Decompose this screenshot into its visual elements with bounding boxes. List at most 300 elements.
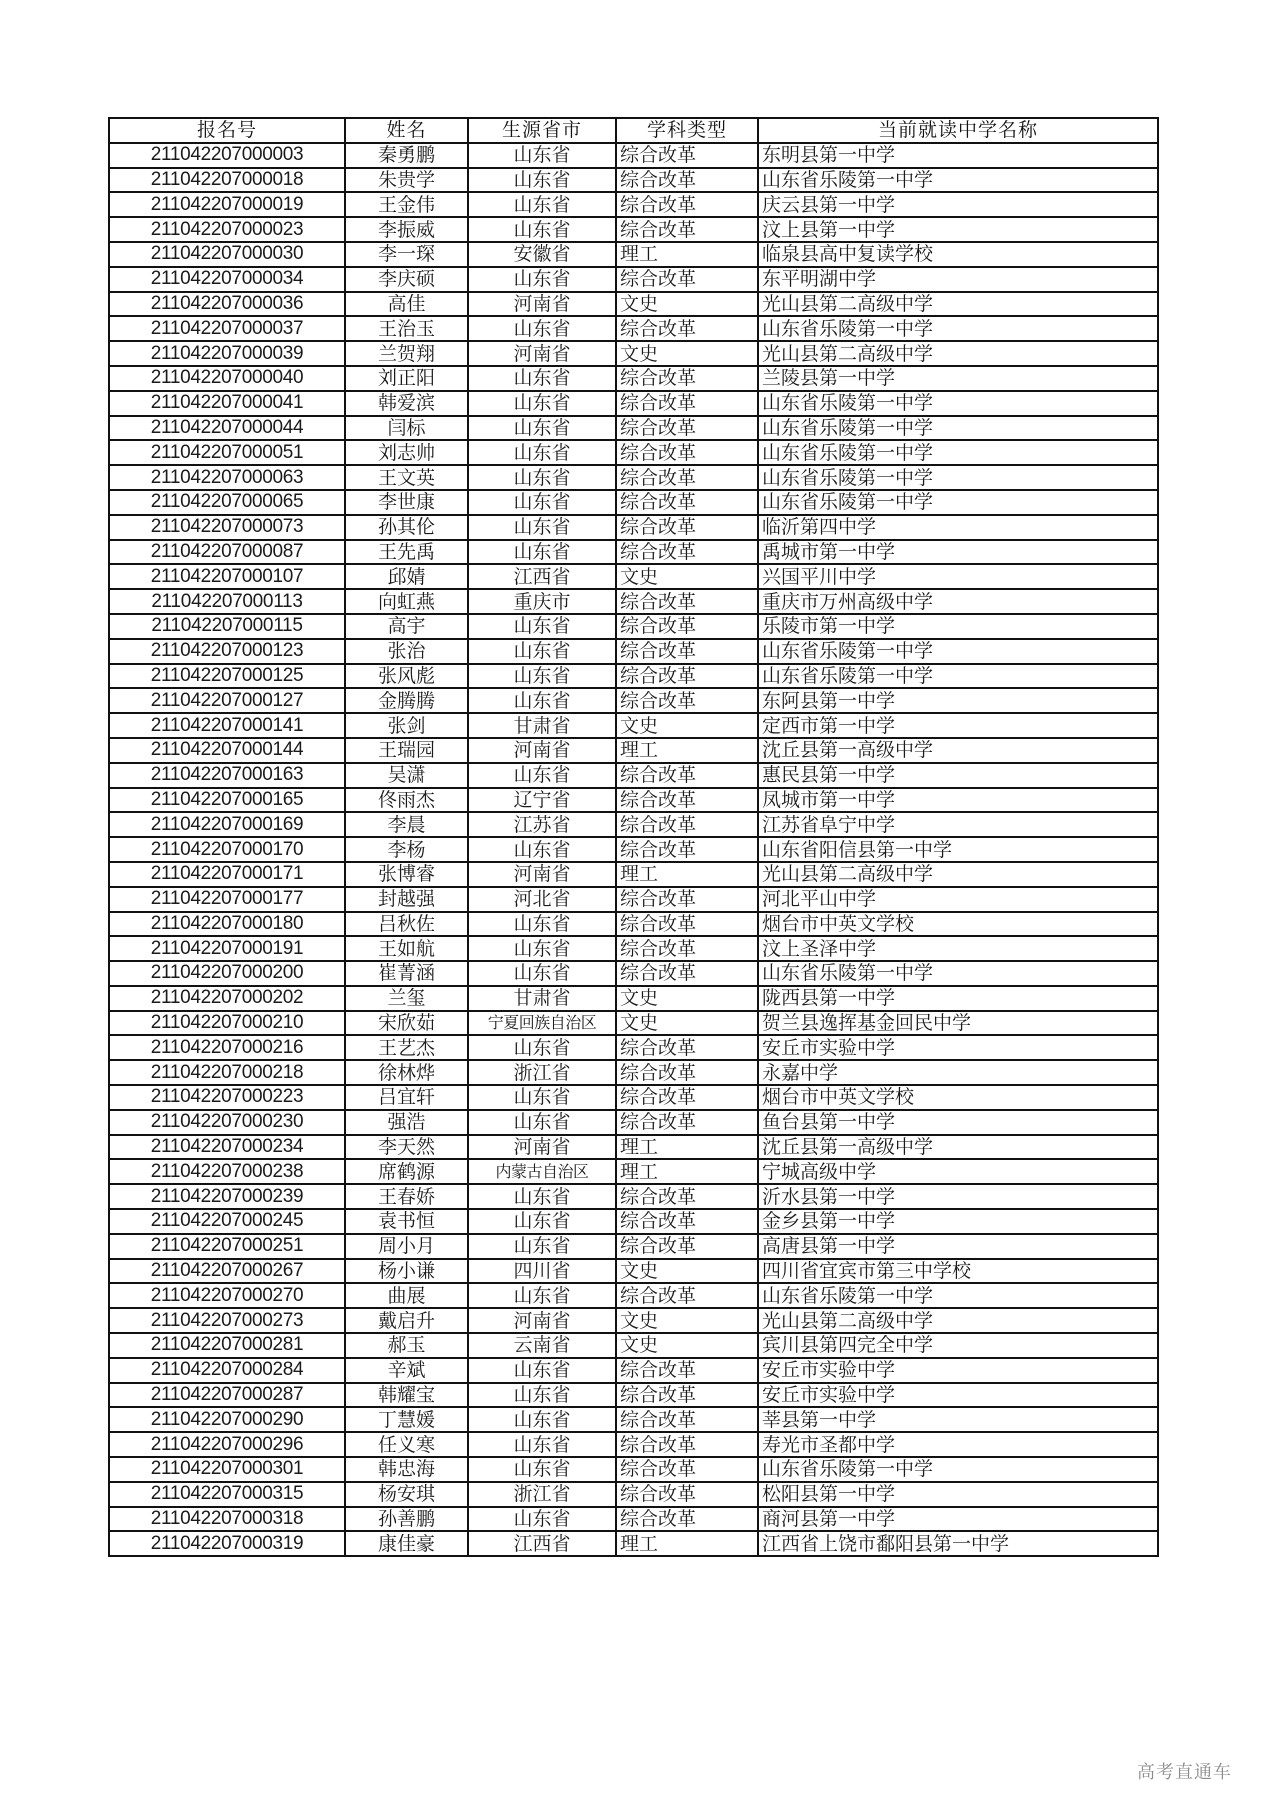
cell-subject-type: 综合改革 (616, 1209, 758, 1234)
cell-origin-province: 河北省 (468, 887, 616, 912)
table-row (109, 1333, 1158, 1358)
table-body (109, 143, 1158, 1556)
table-row (109, 1507, 1158, 1532)
cell-current-school: 山东省乐陵第一中学 (758, 316, 1158, 341)
cell-registration-number: 211042207000251 (109, 1234, 345, 1259)
table-row (109, 1209, 1158, 1234)
table-row (109, 986, 1158, 1011)
cell-current-school: 莘县第一中学 (758, 1407, 1158, 1432)
cell-current-school: 山东省乐陵第一中学 (758, 1283, 1158, 1308)
cell-current-school: 山东省乐陵第一中学 (758, 391, 1158, 416)
cell-subject-type: 综合改革 (616, 416, 758, 441)
cell-current-school: 金乡县第一中学 (758, 1209, 1158, 1234)
cell-origin-province: 江西省 (468, 564, 616, 589)
table-row (109, 1358, 1158, 1383)
cell-name: 刘志帅 (345, 440, 468, 465)
table-row (109, 267, 1158, 292)
table-row (109, 1407, 1158, 1432)
cell-origin-province: 宁夏回族自治区 (468, 1011, 616, 1036)
cell-current-school: 山东省乐陵第一中学 (758, 465, 1158, 490)
cell-registration-number: 211042207000034 (109, 267, 345, 292)
cell-subject-type: 综合改革 (616, 143, 758, 168)
cell-name: 王文英 (345, 465, 468, 490)
cell-subject-type: 文史 (616, 1259, 758, 1284)
table-row (109, 1085, 1158, 1110)
cell-current-school: 永嘉中学 (758, 1060, 1158, 1085)
cell-subject-type: 理工 (616, 1135, 758, 1160)
cell-name: 徐林烨 (345, 1060, 468, 1085)
cell-origin-province: 山东省 (468, 540, 616, 565)
cell-origin-province: 山东省 (468, 1234, 616, 1259)
cell-registration-number: 211042207000163 (109, 763, 345, 788)
table-row (109, 837, 1158, 862)
cell-current-school: 宾川县第四完全中学 (758, 1333, 1158, 1358)
table-row (109, 292, 1158, 317)
cell-name: 封越强 (345, 887, 468, 912)
cell-registration-number: 211042207000210 (109, 1011, 345, 1036)
cell-name: 刘正阳 (345, 366, 468, 391)
cell-current-school: 临沂第四中学 (758, 515, 1158, 540)
table-row (109, 1531, 1158, 1556)
cell-name: 向虹燕 (345, 589, 468, 614)
cell-origin-province: 山东省 (468, 217, 616, 242)
cell-name: 吕秋佐 (345, 912, 468, 937)
cell-name: 席鹤源 (345, 1159, 468, 1184)
cell-registration-number: 211042207000023 (109, 217, 345, 242)
table-row (109, 168, 1158, 193)
cell-origin-province: 山东省 (468, 366, 616, 391)
cell-origin-province: 山东省 (468, 1432, 616, 1457)
cell-registration-number: 211042207000051 (109, 440, 345, 465)
cell-subject-type: 综合改革 (616, 1457, 758, 1482)
cell-registration-number: 211042207000036 (109, 292, 345, 317)
cell-subject-type: 文史 (616, 1011, 758, 1036)
cell-subject-type: 综合改革 (616, 1060, 758, 1085)
cell-name: 王治玉 (345, 316, 468, 341)
cell-current-school: 兴国平川中学 (758, 564, 1158, 589)
cell-current-school: 东平明湖中学 (758, 267, 1158, 292)
cell-origin-province: 山东省 (468, 614, 616, 639)
cell-registration-number: 211042207000073 (109, 515, 345, 540)
table-row (109, 961, 1158, 986)
cell-name: 李天然 (345, 1135, 468, 1160)
table-row (109, 1283, 1158, 1308)
cell-subject-type: 理工 (616, 862, 758, 887)
cell-current-school: 高唐县第一中学 (758, 1234, 1158, 1259)
cell-subject-type: 理工 (616, 1159, 758, 1184)
cell-origin-province: 山东省 (468, 664, 616, 689)
cell-origin-province: 山东省 (468, 1085, 616, 1110)
cell-subject-type: 综合改革 (616, 1432, 758, 1457)
cell-name: 强浩 (345, 1110, 468, 1135)
cell-registration-number: 211042207000003 (109, 143, 345, 168)
cell-current-school: 安丘市实验中学 (758, 1383, 1158, 1408)
cell-current-school: 烟台市中英文学校 (758, 912, 1158, 937)
cell-origin-province: 山东省 (468, 961, 616, 986)
cell-current-school: 山东省乐陵第一中学 (758, 490, 1158, 515)
cell-subject-type: 综合改革 (616, 1110, 758, 1135)
cell-current-school: 山东省乐陵第一中学 (758, 664, 1158, 689)
cell-origin-province: 江苏省 (468, 812, 616, 837)
cell-registration-number: 211042207000245 (109, 1209, 345, 1234)
cell-subject-type: 综合改革 (616, 961, 758, 986)
cell-current-school: 宁城高级中学 (758, 1159, 1158, 1184)
table-row (109, 1457, 1158, 1482)
table-row (109, 912, 1158, 937)
cell-subject-type: 综合改革 (616, 217, 758, 242)
cell-subject-type: 综合改革 (616, 465, 758, 490)
cell-origin-province: 山东省 (468, 465, 616, 490)
cell-origin-province: 山东省 (468, 688, 616, 713)
cell-registration-number: 211042207000018 (109, 168, 345, 193)
table-row (109, 1035, 1158, 1060)
table-row (109, 1308, 1158, 1333)
table-row (109, 1159, 1158, 1184)
cell-current-school: 光山县第二高级中学 (758, 1308, 1158, 1333)
cell-registration-number: 211042207000063 (109, 465, 345, 490)
cell-origin-province: 山东省 (468, 936, 616, 961)
cell-registration-number: 211042207000037 (109, 316, 345, 341)
cell-registration-number: 211042207000041 (109, 391, 345, 416)
cell-current-school: 贺兰县逸挥基金回民中学 (758, 1011, 1158, 1036)
cell-registration-number: 211042207000238 (109, 1159, 345, 1184)
table-row (109, 564, 1158, 589)
cell-name: 李振威 (345, 217, 468, 242)
cell-origin-province: 山东省 (468, 1507, 616, 1532)
cell-registration-number: 211042207000301 (109, 1457, 345, 1482)
table-row (109, 391, 1158, 416)
cell-subject-type: 文史 (616, 292, 758, 317)
cell-current-school: 山东省乐陵第一中学 (758, 639, 1158, 664)
cell-subject-type: 理工 (616, 738, 758, 763)
cell-current-school: 光山县第二高级中学 (758, 862, 1158, 887)
cell-name: 韩耀宝 (345, 1383, 468, 1408)
cell-subject-type: 综合改革 (616, 589, 758, 614)
cell-current-school: 重庆市万州高级中学 (758, 589, 1158, 614)
cell-registration-number: 211042207000290 (109, 1407, 345, 1432)
cell-registration-number: 211042207000200 (109, 961, 345, 986)
cell-current-school: 山东省乐陵第一中学 (758, 1457, 1158, 1482)
cell-name: 宋欣茹 (345, 1011, 468, 1036)
cell-origin-province: 山东省 (468, 763, 616, 788)
cell-subject-type: 综合改革 (616, 1358, 758, 1383)
cell-name: 杨小谦 (345, 1259, 468, 1284)
cell-origin-province: 甘肃省 (468, 986, 616, 1011)
table-row (109, 1432, 1158, 1457)
cell-subject-type: 综合改革 (616, 837, 758, 862)
cell-origin-province: 山东省 (468, 143, 616, 168)
cell-origin-province: 河南省 (468, 738, 616, 763)
cell-origin-province: 河南省 (468, 862, 616, 887)
table-row (109, 1060, 1158, 1085)
cell-current-school: 河北平山中学 (758, 887, 1158, 912)
cell-current-school: 东阿县第一中学 (758, 688, 1158, 713)
table-row (109, 862, 1158, 887)
cell-name: 康佳豪 (345, 1531, 468, 1556)
cell-origin-province: 河南省 (468, 341, 616, 366)
cell-origin-province: 山东省 (468, 912, 616, 937)
cell-name: 邱婧 (345, 564, 468, 589)
cell-name: 王艺杰 (345, 1035, 468, 1060)
cell-subject-type: 文史 (616, 1308, 758, 1333)
cell-subject-type: 综合改革 (616, 912, 758, 937)
cell-origin-province: 辽宁省 (468, 788, 616, 813)
cell-current-school: 汶上县第一中学 (758, 217, 1158, 242)
cell-origin-province: 浙江省 (468, 1482, 616, 1507)
table-row (109, 1110, 1158, 1135)
cell-subject-type: 文史 (616, 986, 758, 1011)
table-row (109, 738, 1158, 763)
cell-name: 任义寒 (345, 1432, 468, 1457)
cell-origin-province: 山东省 (468, 1110, 616, 1135)
cell-name: 崔菁涵 (345, 961, 468, 986)
cell-origin-province: 山东省 (468, 490, 616, 515)
cell-name: 王金伟 (345, 192, 468, 217)
table-row (109, 664, 1158, 689)
cell-name: 王如航 (345, 936, 468, 961)
cell-name: 王春娇 (345, 1184, 468, 1209)
cell-name: 韩爱滨 (345, 391, 468, 416)
table-row (109, 1259, 1158, 1284)
cell-current-school: 安丘市实验中学 (758, 1035, 1158, 1060)
cell-name: 兰贺翔 (345, 341, 468, 366)
cell-origin-province: 甘肃省 (468, 713, 616, 738)
cell-name: 佟雨杰 (345, 788, 468, 813)
cell-subject-type: 综合改革 (616, 316, 758, 341)
cell-name: 朱贵学 (345, 168, 468, 193)
cell-origin-province: 山东省 (468, 440, 616, 465)
cell-registration-number: 211042207000296 (109, 1432, 345, 1457)
cell-registration-number: 211042207000287 (109, 1383, 345, 1408)
cell-current-school: 四川省宜宾市第三中学校 (758, 1259, 1158, 1284)
cell-subject-type: 综合改革 (616, 887, 758, 912)
cell-subject-type: 综合改革 (616, 614, 758, 639)
cell-origin-province: 山东省 (468, 168, 616, 193)
cell-registration-number: 211042207000170 (109, 837, 345, 862)
cell-name: 韩忠海 (345, 1457, 468, 1482)
cell-subject-type: 综合改革 (616, 267, 758, 292)
cell-registration-number: 211042207000171 (109, 862, 345, 887)
cell-name: 吴潇 (345, 763, 468, 788)
cell-current-school: 山东省乐陵第一中学 (758, 416, 1158, 441)
cell-origin-province: 云南省 (468, 1333, 616, 1358)
cell-current-school: 凤城市第一中学 (758, 788, 1158, 813)
cell-subject-type: 综合改革 (616, 1507, 758, 1532)
cell-origin-province: 山东省 (468, 1209, 616, 1234)
cell-name: 袁书恒 (345, 1209, 468, 1234)
cell-registration-number: 211042207000267 (109, 1259, 345, 1284)
cell-origin-province: 浙江省 (468, 1060, 616, 1085)
cell-registration-number: 211042207000087 (109, 540, 345, 565)
cell-current-school: 山东省阳信县第一中学 (758, 837, 1158, 862)
cell-registration-number: 211042207000230 (109, 1110, 345, 1135)
cell-current-school: 安丘市实验中学 (758, 1358, 1158, 1383)
cell-origin-province: 河南省 (468, 292, 616, 317)
cell-name: 戴启升 (345, 1308, 468, 1333)
table-row (109, 242, 1158, 267)
cell-name: 王瑞园 (345, 738, 468, 763)
cell-name: 周小月 (345, 1234, 468, 1259)
cell-subject-type: 综合改革 (616, 1283, 758, 1308)
header-origin-province: 生源省市 (468, 118, 616, 143)
cell-subject-type: 综合改革 (616, 192, 758, 217)
cell-name: 闫标 (345, 416, 468, 441)
cell-origin-province: 山东省 (468, 391, 616, 416)
cell-subject-type: 综合改革 (616, 664, 758, 689)
cell-name: 王先禹 (345, 540, 468, 565)
cell-subject-type: 综合改革 (616, 1035, 758, 1060)
cell-origin-province: 山东省 (468, 515, 616, 540)
cell-current-school: 沈丘县第一高级中学 (758, 738, 1158, 763)
table-row (109, 143, 1158, 168)
cell-origin-province: 四川省 (468, 1259, 616, 1284)
cell-name: 高佳 (345, 292, 468, 317)
cell-registration-number: 211042207000315 (109, 1482, 345, 1507)
cell-current-school: 光山县第二高级中学 (758, 292, 1158, 317)
cell-origin-province: 山东省 (468, 837, 616, 862)
cell-registration-number: 211042207000039 (109, 341, 345, 366)
table-row (109, 1383, 1158, 1408)
cell-registration-number: 211042207000165 (109, 788, 345, 813)
table-row (109, 1011, 1158, 1036)
cell-origin-province: 山东省 (468, 1407, 616, 1432)
table-row (109, 192, 1158, 217)
cell-subject-type: 综合改革 (616, 366, 758, 391)
cell-origin-province: 山东省 (468, 1035, 616, 1060)
cell-registration-number: 211042207000270 (109, 1283, 345, 1308)
cell-current-school: 汶上圣泽中学 (758, 936, 1158, 961)
table-row (109, 1482, 1158, 1507)
cell-registration-number: 211042207000218 (109, 1060, 345, 1085)
table-row (109, 416, 1158, 441)
cell-name: 李庆硕 (345, 267, 468, 292)
student-roster-table (108, 117, 1159, 1557)
cell-name: 郝玉 (345, 1333, 468, 1358)
cell-current-school: 山东省乐陵第一中学 (758, 440, 1158, 465)
cell-current-school: 鱼台县第一中学 (758, 1110, 1158, 1135)
table-row (109, 540, 1158, 565)
cell-name: 李杨 (345, 837, 468, 862)
cell-registration-number: 211042207000019 (109, 192, 345, 217)
header-current-school: 当前就读中学名称 (758, 118, 1158, 143)
cell-origin-province: 山东省 (468, 267, 616, 292)
cell-subject-type: 综合改革 (616, 168, 758, 193)
cell-current-school: 禹城市第一中学 (758, 540, 1158, 565)
table-row (109, 217, 1158, 242)
cell-subject-type: 综合改革 (616, 1184, 758, 1209)
cell-registration-number: 211042207000044 (109, 416, 345, 441)
cell-name: 李一琛 (345, 242, 468, 267)
cell-origin-province: 山东省 (468, 1283, 616, 1308)
cell-name: 张治 (345, 639, 468, 664)
table-header-row (109, 118, 1158, 143)
table-row (109, 490, 1158, 515)
cell-registration-number: 211042207000127 (109, 688, 345, 713)
cell-registration-number: 211042207000040 (109, 366, 345, 391)
cell-registration-number: 211042207000284 (109, 1358, 345, 1383)
cell-subject-type: 文史 (616, 341, 758, 366)
cell-registration-number: 211042207000169 (109, 812, 345, 837)
cell-name: 杨安琪 (345, 1482, 468, 1507)
cell-subject-type: 综合改革 (616, 688, 758, 713)
cell-current-school: 定西市第一中学 (758, 713, 1158, 738)
table-row (109, 1184, 1158, 1209)
table-row (109, 316, 1158, 341)
cell-subject-type: 综合改革 (616, 788, 758, 813)
cell-registration-number: 211042207000319 (109, 1531, 345, 1556)
cell-name: 李世康 (345, 490, 468, 515)
cell-subject-type: 综合改革 (616, 540, 758, 565)
cell-registration-number: 211042207000281 (109, 1333, 345, 1358)
cell-name: 李晨 (345, 812, 468, 837)
cell-current-school: 江苏省阜宁中学 (758, 812, 1158, 837)
cell-registration-number: 211042207000113 (109, 589, 345, 614)
cell-current-school: 山东省乐陵第一中学 (758, 168, 1158, 193)
cell-current-school: 兰陵县第一中学 (758, 366, 1158, 391)
header-subject-type: 学科类型 (616, 118, 758, 143)
cell-origin-province: 内蒙古自治区 (468, 1159, 616, 1184)
table-row (109, 763, 1158, 788)
cell-name: 兰玺 (345, 986, 468, 1011)
cell-registration-number: 211042207000115 (109, 614, 345, 639)
cell-registration-number: 211042207000239 (109, 1184, 345, 1209)
cell-subject-type: 综合改革 (616, 1482, 758, 1507)
cell-name: 张剑 (345, 713, 468, 738)
cell-registration-number: 211042207000234 (109, 1135, 345, 1160)
cell-subject-type: 综合改革 (616, 936, 758, 961)
cell-subject-type: 综合改革 (616, 1407, 758, 1432)
cell-current-school: 光山县第二高级中学 (758, 341, 1158, 366)
cell-subject-type: 综合改革 (616, 639, 758, 664)
watermark: 高考直通车 (1137, 1762, 1232, 1783)
table-row (109, 440, 1158, 465)
cell-subject-type: 文史 (616, 713, 758, 738)
cell-registration-number: 211042207000107 (109, 564, 345, 589)
cell-current-school: 沈丘县第一高级中学 (758, 1135, 1158, 1160)
cell-origin-province: 重庆市 (468, 589, 616, 614)
cell-registration-number: 211042207000144 (109, 738, 345, 763)
cell-name: 曲展 (345, 1283, 468, 1308)
cell-current-school: 烟台市中英文学校 (758, 1085, 1158, 1110)
cell-subject-type: 综合改革 (616, 1234, 758, 1259)
cell-name: 金腾腾 (345, 688, 468, 713)
cell-current-school: 江西省上饶市鄱阳县第一中学 (758, 1531, 1158, 1556)
cell-name: 张博睿 (345, 862, 468, 887)
table-row (109, 688, 1158, 713)
table-row (109, 936, 1158, 961)
cell-current-school: 寿光市圣都中学 (758, 1432, 1158, 1457)
cell-name: 高宇 (345, 614, 468, 639)
cell-registration-number: 211042207000273 (109, 1308, 345, 1333)
cell-current-school: 陇西县第一中学 (758, 986, 1158, 1011)
cell-subject-type: 文史 (616, 564, 758, 589)
cell-current-school: 乐陵市第一中学 (758, 614, 1158, 639)
cell-subject-type: 综合改革 (616, 515, 758, 540)
cell-registration-number: 211042207000180 (109, 912, 345, 937)
cell-registration-number: 211042207000125 (109, 664, 345, 689)
cell-registration-number: 211042207000177 (109, 887, 345, 912)
cell-registration-number: 211042207000141 (109, 713, 345, 738)
cell-name: 孙善鹏 (345, 1507, 468, 1532)
cell-name: 孙其伦 (345, 515, 468, 540)
cell-name: 秦勇鹏 (345, 143, 468, 168)
cell-subject-type: 综合改革 (616, 391, 758, 416)
cell-registration-number: 211042207000191 (109, 936, 345, 961)
cell-origin-province: 山东省 (468, 1457, 616, 1482)
cell-name: 丁慧媛 (345, 1407, 468, 1432)
cell-registration-number: 211042207000123 (109, 639, 345, 664)
table-row (109, 589, 1158, 614)
